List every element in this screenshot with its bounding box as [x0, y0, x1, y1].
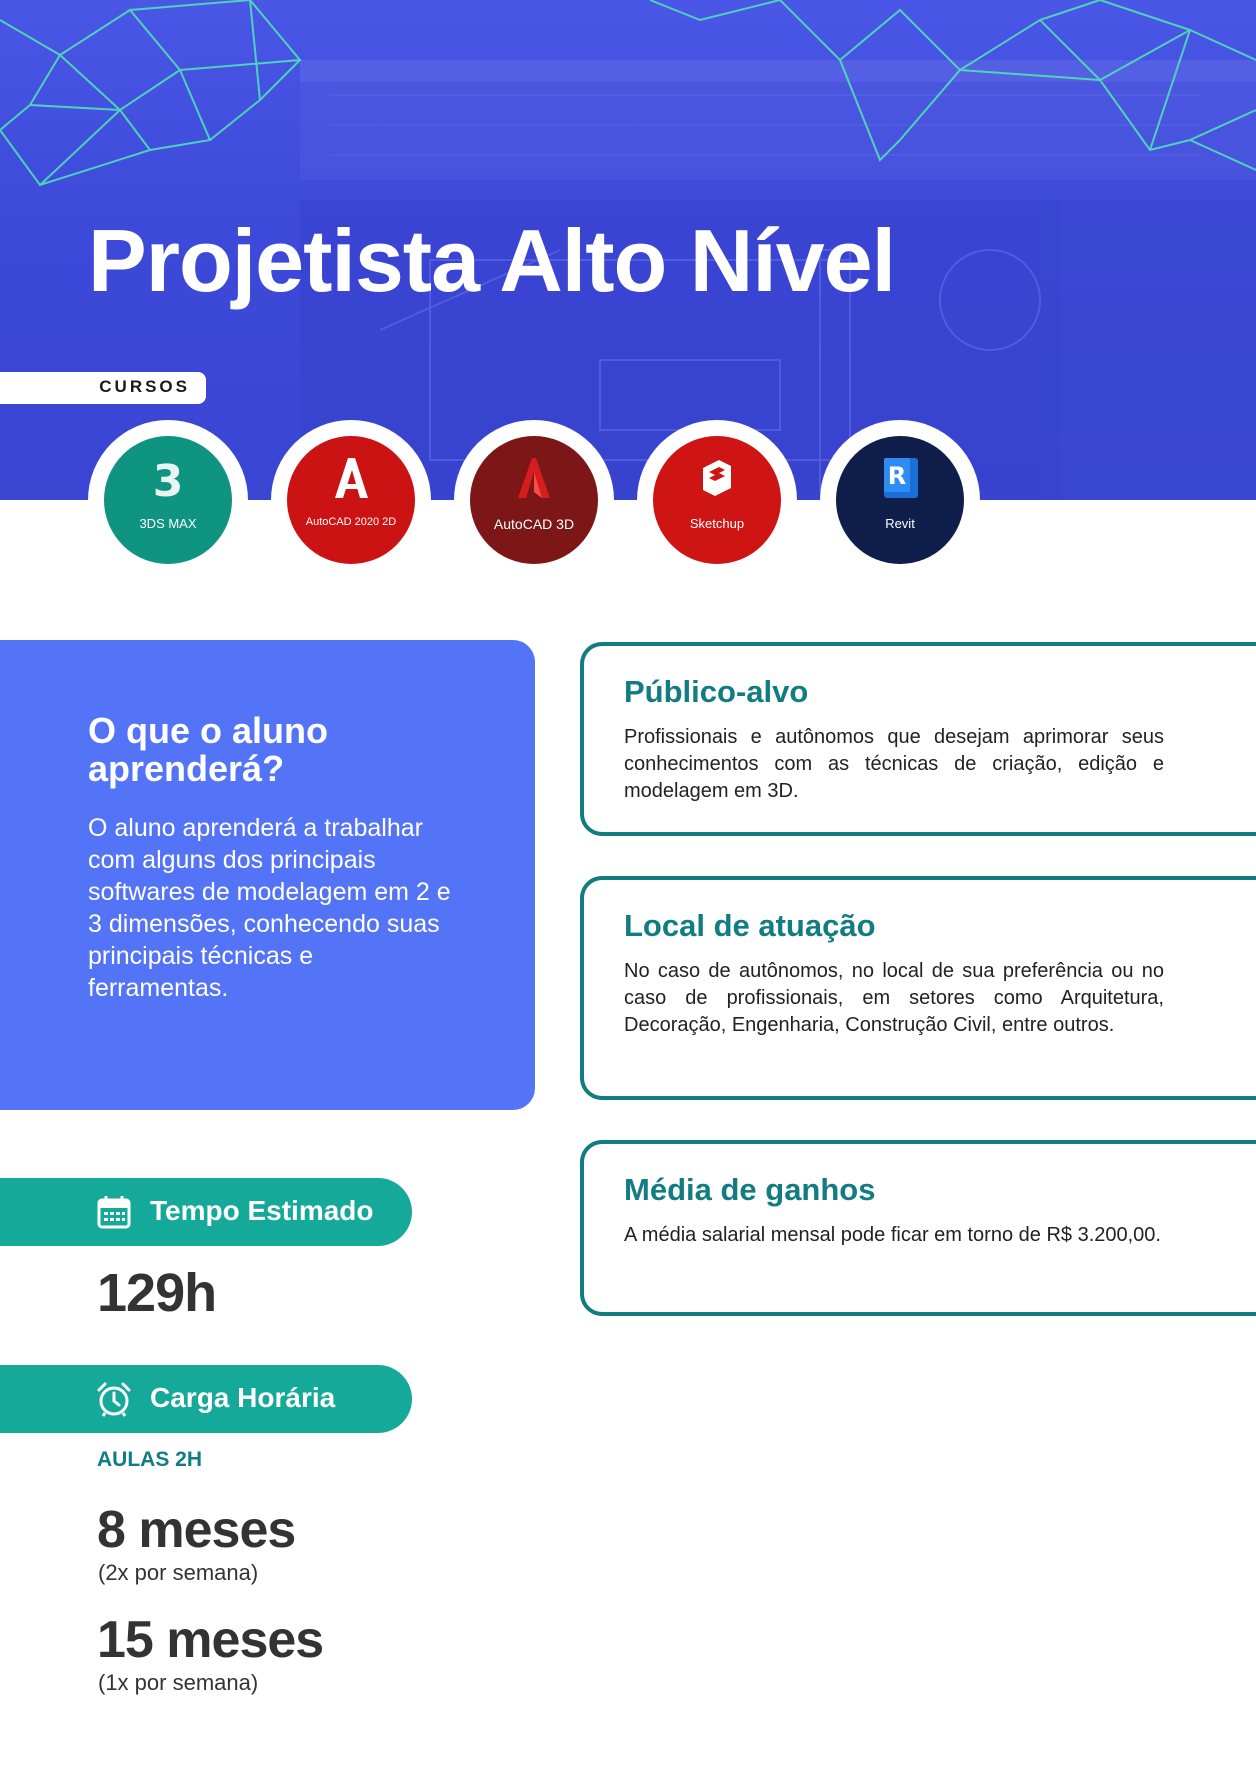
autocad-3d-logo-icon [514, 454, 554, 502]
card-text: Profissionais e autônomos que desejam aprimorar seus conhecimentos com as técnicas de criação, edição e modelagem em 3D. [624, 726, 1164, 802]
courses-tag [0, 372, 206, 404]
card-title: Local de atuação [624, 908, 876, 943]
calendar-icon [96, 1194, 132, 1230]
course-badge-3ds-max [88, 420, 248, 580]
3ds-max-logo-icon [148, 454, 188, 502]
workload-duration: 15 meses [97, 1611, 324, 1669]
course-badge-label: 3DS MAX [139, 516, 197, 531]
target-audience-card [580, 642, 1256, 836]
course-badge-disc [470, 436, 598, 564]
course-badge-label: Revit [885, 516, 915, 531]
course-badge-autocad-2d [271, 420, 431, 580]
workload-frequency: (2x por semana) [98, 1560, 259, 1585]
workload-duration: 8 meses [97, 1501, 296, 1559]
course-badge-disc [104, 436, 232, 564]
revit-logo-icon [880, 454, 920, 502]
lessons-duration: AULAS 2H [97, 1448, 203, 1471]
card-title: Média de ganhos [624, 1172, 876, 1207]
course-badge-disc [836, 436, 964, 564]
alarm-clock-icon [96, 1381, 132, 1417]
course-badge-label: AutoCAD 2020 2D [305, 516, 397, 528]
course-badge-label: Sketchup [689, 516, 745, 531]
workload-pill [0, 1365, 412, 1433]
workplace-card [580, 876, 1256, 1100]
card-title: Público-alvo [624, 674, 809, 709]
learning-text: O aluno aprenderá a trabalhar com alguns dos principais softwares de modelagem em 2 e 3 dimensões, conhecendo suas principais técnicas e ferramentas. [88, 814, 451, 1002]
learning-panel [0, 640, 535, 1110]
svg-text:R: R [887, 462, 907, 490]
learning-heading: O que o aluno aprenderá? [88, 710, 328, 789]
estimated-time-value: 129h [97, 1263, 217, 1323]
workload-label: Carga Horária [150, 1382, 336, 1413]
course-badge-disc [287, 436, 415, 564]
page-title: Projetista Alto Nível [88, 211, 896, 310]
course-badge-sketchup [637, 420, 797, 580]
estimated-time-label: Tempo Estimado [150, 1195, 374, 1226]
svg-text:3: 3 [152, 456, 184, 502]
course-badge-revit [820, 420, 980, 580]
workload-frequency: (1x por semana) [98, 1670, 259, 1695]
course-badge-autocad-3d [454, 420, 614, 580]
card-text: No caso de autônomos, no local de sua preferência ou no caso de profissionais, em setores como Arquitetura, Decoração, Engenharia, Construção Civil, entre outros. [624, 960, 1164, 1036]
autocad-2d-logo-icon [331, 454, 371, 502]
course-badge-disc [653, 436, 781, 564]
card-text: A média salarial mensal pode ficar em torno de R$ 3.200,00. [624, 1224, 1161, 1246]
courses-tag-label: CURSOS [99, 377, 190, 396]
course-badge-label: AutoCAD 3D [493, 516, 575, 532]
estimated-time-pill [0, 1178, 412, 1246]
average-earnings-card [580, 1140, 1256, 1316]
sketchup-logo-icon [697, 454, 737, 502]
